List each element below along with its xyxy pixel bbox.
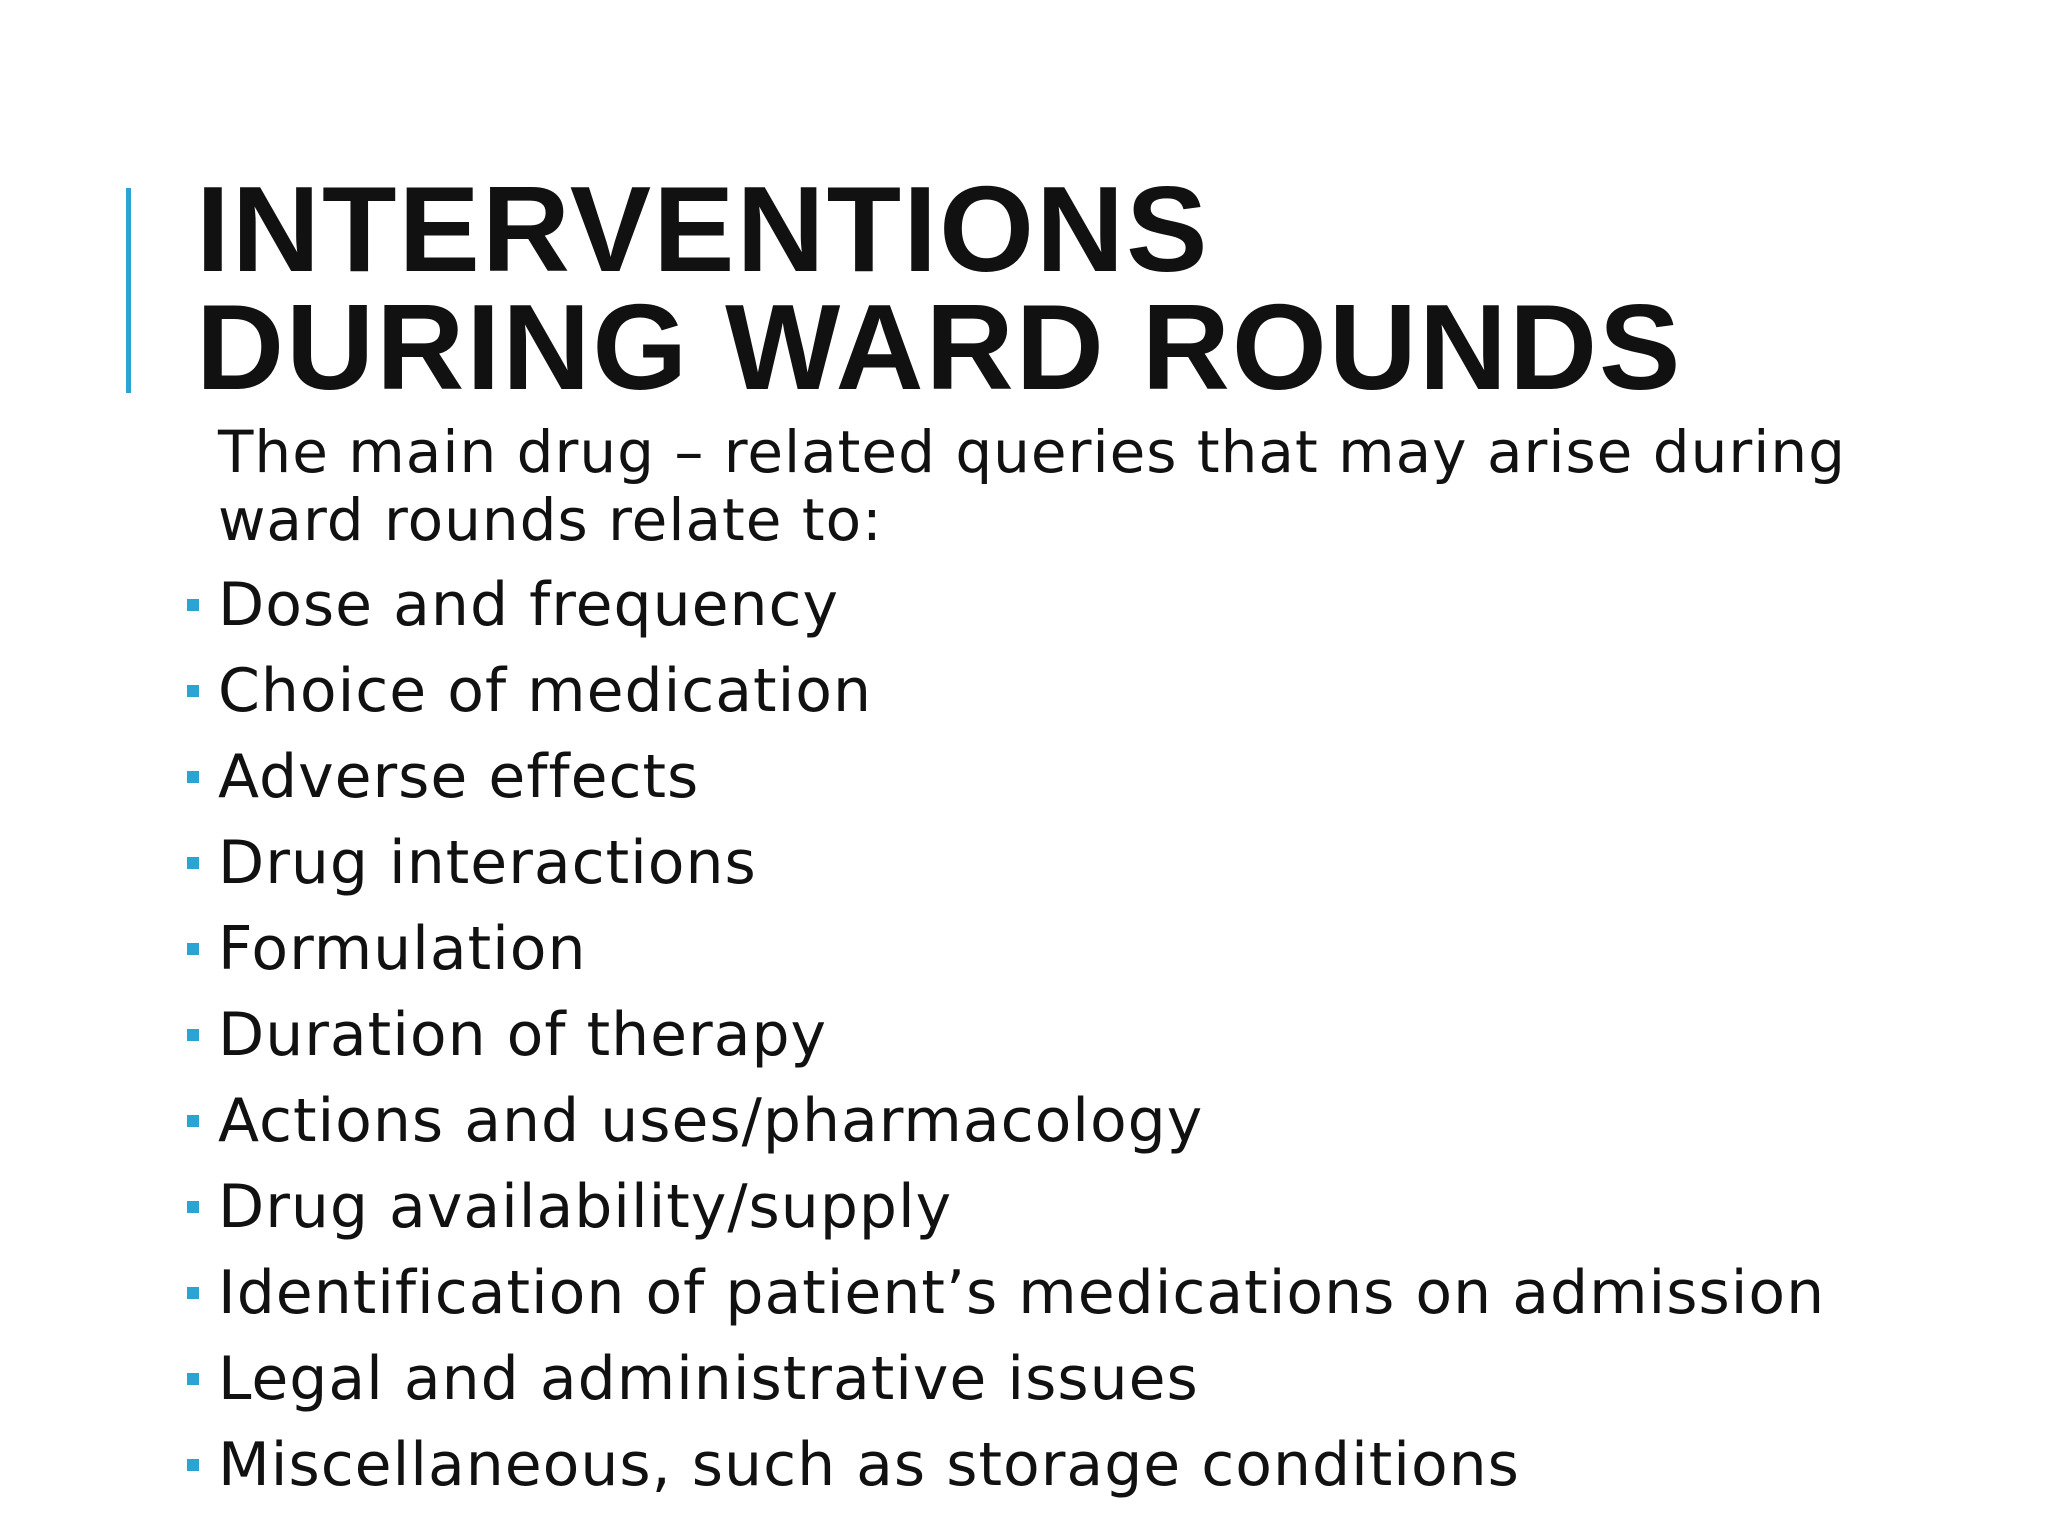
square-bullet-icon	[187, 1201, 199, 1213]
square-bullet-icon	[187, 1029, 199, 1041]
bullet-item	[182, 1086, 2002, 1172]
square-bullet-icon	[187, 771, 199, 783]
slide-title	[196, 161, 1996, 415]
bullet-item	[182, 656, 2002, 742]
square-bullet-icon	[187, 943, 199, 955]
bullet-text: Dose and frequency	[218, 570, 840, 640]
bullet-item	[182, 914, 2002, 1000]
bullet-text: Adverse effects	[218, 742, 700, 812]
square-bullet-icon	[187, 857, 199, 869]
slide-title-line-1: INTERVENTIONS	[196, 161, 1210, 297]
bullet-text: Miscellaneous, such as storage conditions	[218, 1430, 1520, 1500]
bullet-text: Legal and administrative issues	[218, 1344, 1199, 1414]
bullet-text: Drug interactions	[218, 828, 757, 898]
slide-title-line-2: DURING WARD ROUNDS	[196, 279, 1683, 415]
bullet-text: Drug availability/supply	[218, 1172, 953, 1242]
bullet-item	[182, 570, 2002, 656]
square-bullet-icon	[187, 1373, 199, 1385]
square-bullet-icon	[187, 685, 199, 697]
intro-line-2: ward rounds relate to:	[218, 486, 883, 554]
square-bullet-icon	[187, 1115, 199, 1127]
square-bullet-icon	[187, 1459, 199, 1471]
square-bullet-icon	[187, 599, 199, 611]
intro-text	[218, 418, 1918, 554]
query-bullet-list	[182, 570, 2002, 1516]
bullet-item	[182, 828, 2002, 914]
bullet-item	[182, 742, 2002, 828]
bullet-item	[182, 1258, 2002, 1344]
bullet-item	[182, 1344, 2002, 1430]
intro-line-1: The main drug – related queries that may arise during	[218, 418, 1846, 486]
title-accent-bar	[126, 188, 131, 393]
square-bullet-icon	[187, 1287, 199, 1299]
bullet-item	[182, 1430, 2002, 1516]
bullet-text: Identification of patient’s medications on admission	[218, 1258, 1826, 1328]
bullet-text: Duration of therapy	[218, 1000, 828, 1070]
bullet-text: Actions and uses/pharmacology	[218, 1086, 1204, 1156]
bullet-item	[182, 1000, 2002, 1086]
bullet-text: Choice of medication	[218, 656, 872, 726]
bullet-item	[182, 1172, 2002, 1258]
bullet-text: Formulation	[218, 914, 587, 984]
